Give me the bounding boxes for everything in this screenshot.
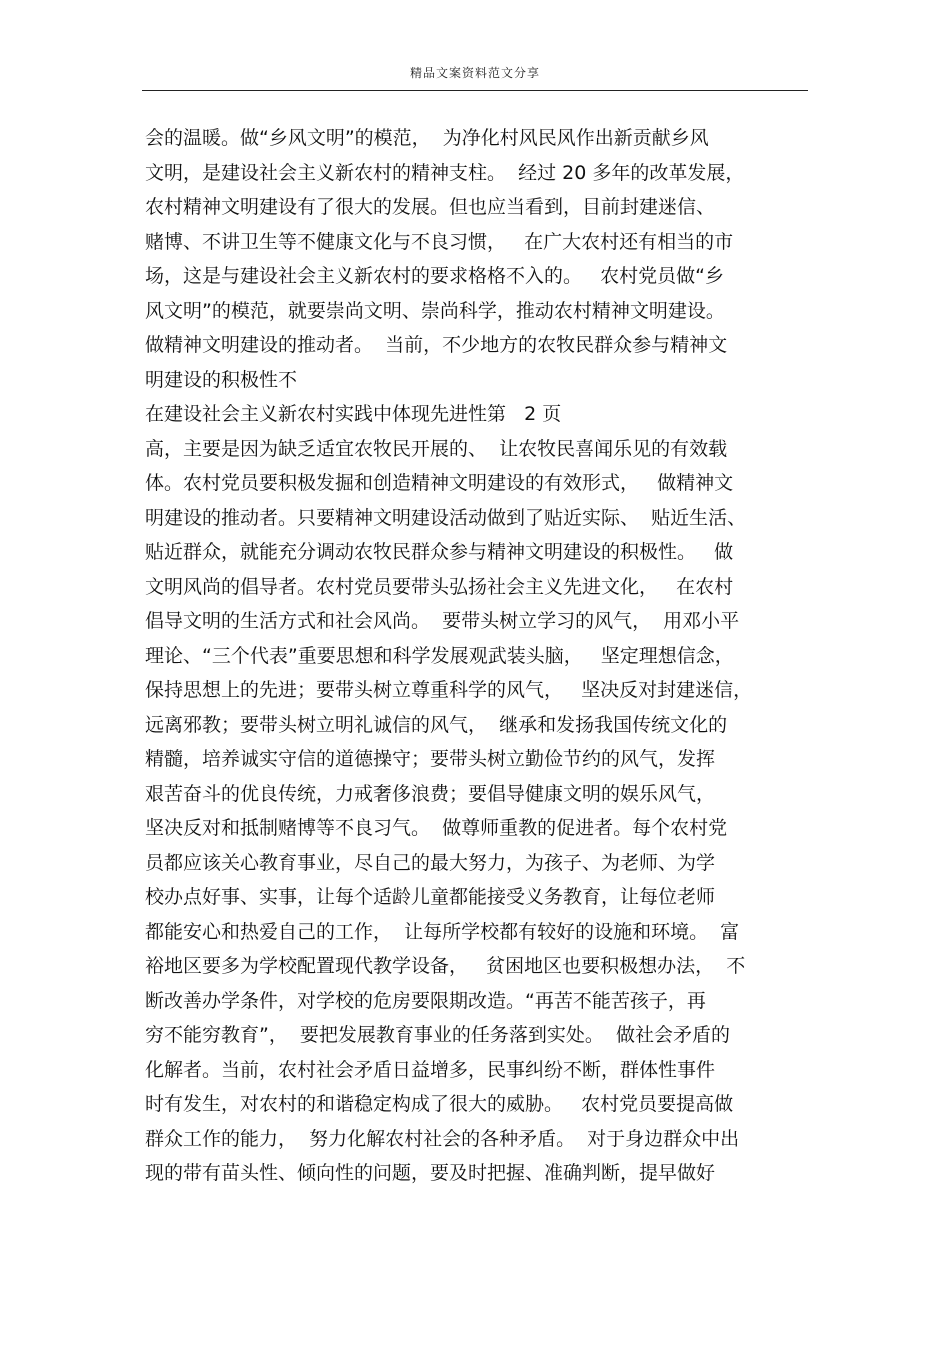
text-line: 场，这是与建设社会主义新农村的要求格格不入的。 农村党员做“乡 (145, 265, 724, 287)
text-line: 会的温暖。做“乡风文明”的模范， 为净化村风民风作出新贡献乡风 (145, 127, 709, 149)
text-line: 保持思想上的先进；要带头树立尊重科学的风气， 坚决反对封建迷信， (145, 679, 753, 701)
text-line: 精髓，培养诚实守信的道德操守；要带头树立勤俭节约的风气，发挥 (145, 748, 716, 770)
text-line: 时有发生，对农村的和谐稳定构成了很大的威胁。 农村党员要提高做 (145, 1093, 734, 1115)
text-line: 理论、“三个代表”重要思想和科学发展观武装头脑， 坚定理想信念， (145, 644, 734, 667)
text-line: 化解者。当前，农村社会矛盾日益增多，民事纠纷不断，群体性事件 (145, 1058, 716, 1081)
text-line: 风文明”的模范，就要崇尚文明、崇尚科学，推动农村精神文明建设。 (145, 299, 725, 322)
text-line: 群众工作的能力， 努力化解农村社会的各种矛盾。 对于身边群众中出 (145, 1127, 740, 1150)
text-line: 艰苦奋斗的优良传统，力戒奢侈浪费；要倡导健康文明的娱乐风气， (145, 782, 716, 805)
text-line: 体。农村党员要积极发掘和创造精神文明建设的有效形式， 做精神文 (145, 472, 734, 494)
text-line: 明建设的推动者。只要精神文明建设活动做到了贴近实际、 贴近生活、 (145, 506, 747, 529)
text-line: 校办点好事、实事，让每个适龄儿童都能接受义务教育，让每位老师 (145, 886, 716, 908)
text-line: 现的带有苗头性、倾向性的问题，要及时把握、准确判断，提早做好 (145, 1162, 716, 1184)
text-line: 坚决反对和抵制赌博等不良习气。 做尊师重教的促进者。每个农村党 (145, 817, 728, 839)
page-marker-line: 在建设社会主义新农村实践中体现先进性第 2 页 (145, 403, 562, 425)
text-line: 文明风尚的倡导者。农村党员要带头弘扬社会主义先进文化， 在农村 (145, 575, 734, 598)
text-line: 断改善办学条件，对学校的危房要限期改造。“再苦不能苦孩子，再 (145, 989, 706, 1012)
text-line: 穷不能穷教育”， 要把发展教育事业的任务落到实处。 做社会矛盾的 (145, 1024, 731, 1046)
text-line: 裕地区要多为学校配置现代教学设备， 贫困地区也要积极想办法， 不 (145, 955, 746, 977)
text-line: 高，主要是因为缺乏适宜农牧民开展的、 让农牧民喜闻乐见的有效载 (145, 437, 728, 460)
text-line: 员都应该关心教育事业，尽自己的最大努力，为孩子、为老师、为学 (145, 851, 716, 874)
page-header: 精品文案资料范文分享 (409, 66, 540, 80)
text-line: 农村精神文明建设有了很大的发展。但也应当看到，目前封建迷信、 (145, 196, 716, 218)
document-body (145, 121, 810, 1191)
text-line: 贴近群众，就能充分调动农牧民群众参与精神文明建设的积极性。 做 (145, 541, 734, 563)
text-line: 倡导文明的生活方式和社会风尚。 要带头树立学习的风气， 用邓小平 (145, 610, 740, 632)
text-line: 远离邪教；要带头树立明礼诚信的风气， 继承和发扬我国传统文化的 (145, 713, 728, 736)
text-line: 明建设的积极性不 (145, 368, 298, 391)
text-line: 赌博、不讲卫生等不健康文化与不良习惯， 在广大农村还有相当的市 (145, 230, 734, 253)
text-line: 都能安心和热爱自己的工作， 让每所学校都有较好的设施和环境。 富 (145, 920, 740, 943)
header-divider (142, 90, 808, 91)
text-line: 做精神文明建设的推动者。 当前，不少地方的农牧民群众参与精神文 (145, 334, 728, 356)
text-line: 文明，是建设社会主义新农村的精神支柱。 经过 20 多年的改革发展， (145, 161, 745, 184)
